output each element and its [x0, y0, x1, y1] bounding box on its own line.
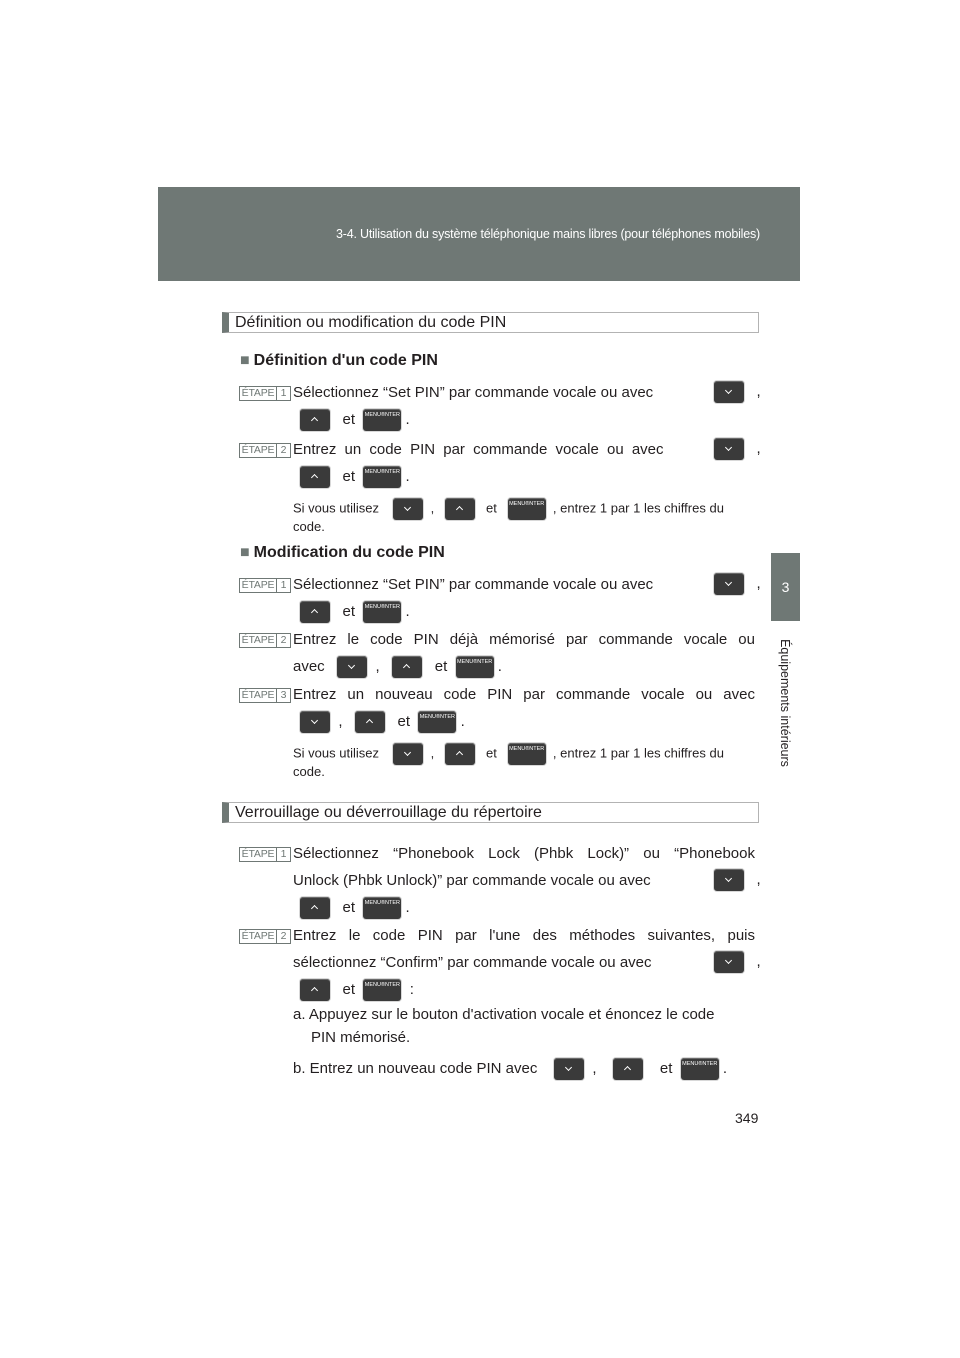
period: .: [497, 657, 502, 675]
step-icons: [714, 438, 761, 460]
note-suffix: , entrez 1 par 1 les chiffres du: [552, 500, 724, 516]
option-a-text: a. Appuyez sur le bouton d'activation vocale et énoncez le code: [293, 1006, 715, 1023]
step-label: ÉTAPE: [241, 689, 275, 701]
period: .: [405, 898, 410, 916]
et-word: et: [485, 745, 497, 761]
step-text-line2: [293, 656, 502, 678]
note-text-line2: code.: [293, 519, 325, 534]
section-title: Verrouillage ou déverrouillage du répertoire: [235, 804, 542, 821]
menu-enter-button-icon: [681, 1058, 719, 1080]
step-sentence: Sélectionnez “Set PIN” par commande vocale ou avec: [293, 576, 654, 593]
step-icons-line2: [300, 466, 410, 488]
step-number: 1: [276, 387, 290, 400]
step-icons-line3: [300, 897, 410, 919]
et-word: et: [485, 500, 497, 516]
chapter-tab: 3: [771, 553, 800, 621]
subheading-modify-pin: [240, 544, 445, 562]
step-badge: [239, 443, 291, 458]
period: .: [405, 410, 410, 428]
menu-enter-button-icon: [508, 498, 546, 520]
chevron-up-button-icon: [300, 979, 330, 1001]
menu-enter-button-icon: [418, 711, 456, 733]
header-band: [158, 187, 800, 281]
step-number: 2: [276, 634, 290, 647]
comma: ,: [592, 1059, 597, 1077]
step-icons-line2: [300, 711, 465, 733]
comma: ,: [756, 952, 761, 970]
chevron-down-button-icon: [714, 573, 744, 595]
step-label: ÉTAPE: [241, 444, 275, 456]
note-prefix: Si vous utilisez: [293, 745, 379, 761]
note-text-line2: code.: [293, 764, 325, 779]
step-text: Entrez le code PIN déjà mémorisé par commande vocale ou: [293, 631, 755, 648]
comma: ,: [430, 745, 435, 761]
chevron-up-button-icon: [392, 656, 422, 678]
menu-enter-button-icon: [363, 601, 401, 623]
option-b-text: [293, 1058, 727, 1080]
step-icons: [714, 573, 761, 595]
step-text-line2: Unlock (Phbk Unlock)” par commande vocale ou avec: [293, 872, 651, 889]
step-label: ÉTAPE: [241, 387, 275, 399]
step-text: Entrez le code PIN par l'une des méthodes suivantes, puis: [293, 927, 755, 944]
step-text: [293, 575, 653, 595]
chevron-down-button-icon: [393, 498, 423, 520]
step-text-line2: sélectionnez “Confirm” par commande vocale ou avec: [293, 954, 652, 971]
et-word: et: [342, 410, 356, 428]
menu-enter-button-icon: [363, 466, 401, 488]
step-number: 1: [276, 579, 290, 592]
chevron-up-button-icon: [355, 711, 385, 733]
square-bullet-icon: ■: [240, 352, 250, 369]
avec-word: avec: [293, 657, 325, 675]
section-title: Définition ou modification du code PIN: [235, 314, 507, 331]
step-badge: [239, 578, 291, 593]
chevron-down-button-icon: [337, 656, 367, 678]
chevron-up-button-icon: [445, 743, 475, 765]
step-icons-line2: [300, 409, 410, 431]
chevron-down-button-icon: [300, 711, 330, 733]
step-text: Entrez un nouveau code PIN par commande vocale ou avec: [293, 686, 755, 703]
chevron-down-button-icon: [714, 438, 744, 460]
note-text: [293, 743, 724, 765]
subheading-define-pin: [240, 352, 438, 370]
comma: ,: [756, 870, 761, 888]
step-badge: [239, 386, 291, 401]
et-word: et: [397, 712, 411, 730]
note-text: [293, 498, 724, 520]
section-heading-pin: [222, 312, 759, 333]
comma: ,: [375, 657, 380, 675]
step-text: [293, 383, 653, 403]
comma: ,: [756, 574, 761, 592]
et-word: et: [342, 467, 356, 485]
step-icons: [714, 951, 761, 973]
step-badge: [239, 688, 291, 703]
et-word: et: [342, 980, 356, 998]
option-a-text-line2: PIN mémorisé.: [311, 1029, 411, 1046]
step-label: ÉTAPE: [241, 579, 275, 591]
chevron-up-button-icon: [300, 601, 330, 623]
step-label: ÉTAPE: [241, 634, 275, 646]
comma: ,: [756, 439, 761, 457]
step-badge: [239, 847, 291, 862]
step-number: 2: [276, 930, 290, 943]
menu-enter-button-icon: [363, 409, 401, 431]
chevron-down-button-icon: [393, 743, 423, 765]
et-word: et: [659, 1059, 673, 1077]
step-label: ÉTAPE: [241, 848, 275, 860]
chevron-down-button-icon: [714, 869, 744, 891]
menu-enter-button-icon: [363, 897, 401, 919]
period: .: [405, 467, 410, 485]
chapter-label: [770, 628, 800, 778]
chevron-down-button-icon: [714, 381, 744, 403]
comma: ,: [430, 500, 435, 516]
chevron-up-button-icon: [300, 897, 330, 919]
step-label: ÉTAPE: [241, 930, 275, 942]
note-suffix: , entrez 1 par 1 les chiffres du: [552, 745, 724, 761]
step-sentence: Entrez un code PIN par commande vocale ou avec: [293, 441, 664, 458]
step-number: 2: [276, 444, 290, 457]
step-badge: [239, 929, 291, 944]
chevron-up-button-icon: [300, 466, 330, 488]
et-word: et: [434, 657, 448, 675]
step-number: 3: [276, 689, 290, 702]
step-icons: [714, 381, 761, 403]
page-number: 349: [735, 1110, 759, 1126]
chevron-down-button-icon: [714, 951, 744, 973]
period: .: [722, 1059, 728, 1077]
menu-enter-button-icon: [456, 656, 494, 678]
step-badge: [239, 633, 291, 648]
chevron-up-button-icon: [445, 498, 475, 520]
comma: ,: [338, 712, 343, 730]
step-sentence: Sélectionnez “Set PIN” par commande vocale ou avec: [293, 384, 654, 401]
subheading-text: Définition d'un code PIN: [253, 352, 438, 369]
period: .: [405, 602, 410, 620]
subheading-text: Modification du code PIN: [253, 544, 445, 561]
comma: ,: [756, 382, 761, 400]
step-number: 1: [276, 848, 290, 861]
step-text: [293, 440, 664, 460]
step-text: Sélectionnez “Phonebook Lock (Phbk Lock)” ou “Phonebook: [293, 845, 755, 862]
note-prefix: Si vous utilisez: [293, 500, 379, 516]
section-heading-phonebook: [222, 802, 759, 823]
chevron-down-button-icon: [554, 1058, 584, 1080]
step-icons-line2: [300, 601, 410, 623]
et-word: et: [342, 898, 356, 916]
period: .: [460, 712, 465, 730]
step-icons: [714, 869, 761, 891]
menu-enter-button-icon: [508, 743, 546, 765]
header-title: 3-4. Utilisation du système téléphonique mains libres (pour téléphones mobiles): [335, 227, 760, 241]
menu-enter-button-icon: [363, 979, 401, 1001]
chapter-label-text: Équipements intérieurs: [778, 639, 792, 767]
chevron-up-button-icon: [300, 409, 330, 431]
chevron-up-button-icon: [613, 1058, 643, 1080]
step-icons-line3: [300, 979, 414, 1001]
colon: :: [409, 980, 414, 998]
et-word: et: [342, 602, 356, 620]
square-bullet-icon: ■: [240, 544, 250, 561]
option-b-sentence: b. Entrez un nouveau code PIN avec: [293, 1059, 538, 1077]
